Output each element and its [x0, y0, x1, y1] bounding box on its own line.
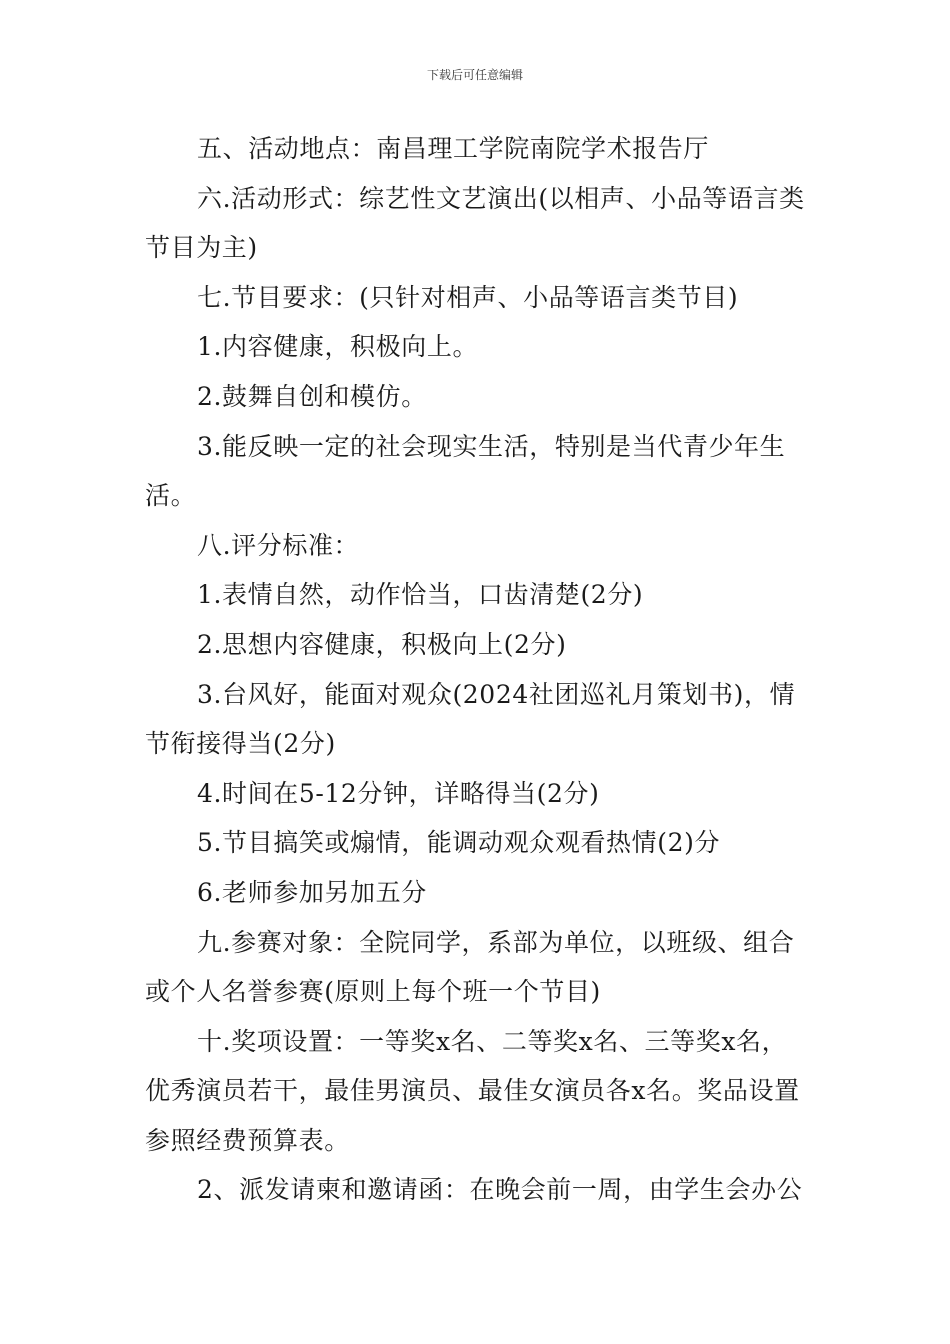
paragraph-requirement-2: 2.鼓舞自创和模仿。	[197, 381, 427, 411]
paragraph-participants: 九.参赛对象：全院同学，系部为单位，以班级、组合或个人名誉参赛(原则上每个班一个节目)	[145, 927, 795, 1007]
paragraph-scoring-heading: 八.评分标准：	[197, 530, 360, 560]
paragraph-scoring-6: 6.老师参加另加五分	[197, 877, 427, 907]
paragraph-scoring-5: 5.节目搞笑或煽情，能调动观众观看热情(2)分	[197, 828, 721, 858]
paragraph-requirement-1: 1.内容健康，积极向上。	[197, 332, 479, 362]
paragraph-scoring-2: 2.思想内容健康，积极向上(2分)	[197, 629, 567, 659]
paragraph-scoring-4: 4.时间在5-12分钟，详略得当(2分)	[197, 778, 600, 808]
paragraph-format: 六.活动形式：综艺性文艺演出(以相声、小品等语言类节目为主)	[145, 183, 805, 263]
document-body	[145, 124, 809, 1215]
paragraph-scoring-3: 3.台风好，能面对观众(2024社团巡礼月策划书)，情节衔接得当(2分)	[145, 679, 796, 759]
page-header: 下载后可任意编辑	[426, 68, 523, 82]
paragraph-requirement-3: 3.能反映一定的社会现实生活，特别是当代青少年生活。	[145, 431, 786, 511]
paragraph-location: 五、活动地点：南昌理工学院南院学术报告厅	[197, 134, 710, 163]
paragraph-awards: 十.奖项设置：一等奖x名、二等奖x名、三等奖x名，优秀演员若干，最佳男演员、最佳女演员各x名。奖品设置参照经费预算表。	[145, 1026, 800, 1155]
paragraph-invitations: 2、派发请柬和邀请函：在晚会前一周，由学生会办公	[197, 1175, 803, 1205]
paragraph-requirements-heading: 七.节目要求：(只针对相声、小品等语言类节目)	[197, 282, 739, 312]
paragraph-scoring-1: 1.表情自然，动作恰当，口齿清楚(2分)	[197, 580, 644, 610]
